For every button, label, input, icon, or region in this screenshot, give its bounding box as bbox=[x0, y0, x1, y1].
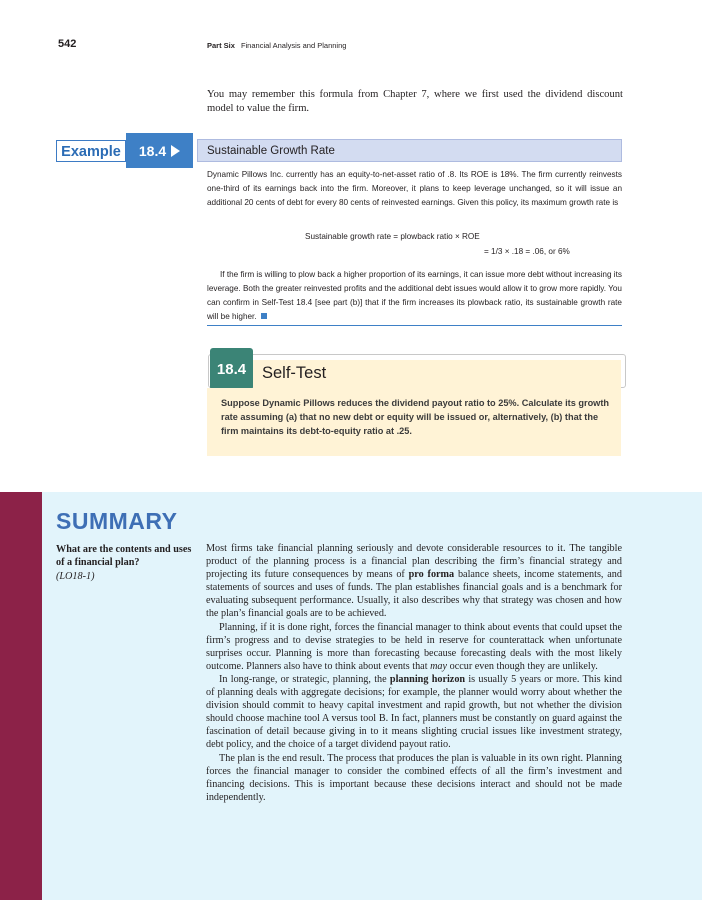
example-paragraph-1: Dynamic Pillows Inc. currently has an equity-to-net-asset ratio of .8. Its ROE is 18%. The firm currently reinvests one-third of its earnings back into the firm. Moreover, it plans to keep leverage unchanged, so it will issue an additional 20 cents of debt for every 80 cents of reinvested earnings. Given this policy, its maximum growth rate is bbox=[207, 170, 622, 207]
running-header bbox=[207, 41, 346, 50]
emphasis-may: may bbox=[430, 660, 448, 672]
example-number: 18.4 bbox=[138, 142, 167, 159]
summary-question: What are the contents and uses of a financial plan? bbox=[56, 544, 192, 568]
self-test-title: Self-Test bbox=[262, 364, 327, 382]
arrow-right-icon bbox=[171, 145, 180, 157]
text-run: Most firms take financial planning seriously and devote considerable resources to it. The tangible product of the planning process is a financial plan describing the firm’s financial strategy and projecting its future consequences by means of bbox=[206, 543, 622, 581]
text-run: In long-range, or strategic, planning, the bbox=[219, 673, 390, 685]
summary-heading: SUMMARY bbox=[56, 508, 178, 534]
summary-paragraph-2 bbox=[206, 621, 622, 673]
key-term-pro-forma: pro forma bbox=[408, 569, 455, 581]
part-label: Part Six bbox=[207, 41, 235, 50]
example-divider bbox=[207, 325, 622, 326]
summary-paragraph-1 bbox=[206, 542, 622, 621]
summary-text bbox=[206, 542, 622, 804]
equation-line-2: = 1/3 × .18 = .06, or 6% bbox=[484, 247, 570, 256]
page-number: 542 bbox=[58, 38, 77, 50]
summary-paragraph-4: The plan is the end result. The process that produces the plan is valuable in its own right. Planning forces the financial manager to consider the combined effects of all the firm’s investment and financing decisions. This is important because these decisions interact and should not be made independently. bbox=[206, 752, 622, 803]
equation-line-1: Sustainable growth rate = plowback ratio × ROE bbox=[305, 232, 480, 241]
key-term-planning-horizon: planning horizon bbox=[389, 673, 466, 685]
example-label: Example bbox=[56, 140, 126, 162]
intro-paragraph: You may remember this formula from Chapter 7, where we first used the dividend discount model to value the firm. bbox=[207, 89, 623, 114]
text-run: is usually 5 years or more. This kind of planning deals with aggregate decisions; for example, the planner would worry about whether the division should commit to heavy capital investment and rapid growth, but not whether the division should choose machine tool A versus tool B. In fact, planners must be constantly on guard against the fascination of detail because giving in to it means slighting crucial issues like investment strategy, debt policy, and the choice of a target dividend payout ratio. bbox=[206, 673, 622, 751]
summary-side-bar bbox=[0, 492, 42, 900]
text-run: balance sheets, income statements, and statements of sources and uses of funds. The plan establishes financial goals and is a benchmark for evaluating subsequent performance. Usually, it also describes why that strategy was chosen and how the plan’s financial goals are to be achieved. bbox=[206, 569, 622, 620]
learning-objective: (LO18-1) bbox=[56, 571, 95, 582]
part-title: Financial Analysis and Planning bbox=[240, 41, 347, 50]
self-test-body: Suppose Dynamic Pillows reduces the dividend payout ratio to 25%. Calculate its growth rate assuming (a) that no new debt or equity will be issued or, alternatively, (b) that the firm maintains its debt-to-equity ratio at .25. bbox=[221, 398, 609, 436]
text-run: Planning, if it is done right, forces the financial manager to think about events that could upset the firm’s progress and to devise strategies to be held in reserve for counterattack when unfortunate surprises occur. Planning is more than forecasting because forecasting deals with the most likely outcome. Planners also have to think about events that bbox=[206, 621, 622, 672]
text-run: occur even though they are unlikely. bbox=[447, 660, 598, 672]
example-number-badge bbox=[126, 133, 193, 168]
example-title: Sustainable Growth Rate bbox=[207, 145, 335, 157]
end-marker-icon bbox=[261, 313, 267, 319]
example-paragraph-2 bbox=[207, 268, 622, 324]
self-test-number: 18.4 bbox=[210, 348, 253, 390]
example-paragraph-2-text: If the firm is willing to plow back a higher proportion of its earnings, it can issue more debt without increasing its leverage. Both the greater reinvested profits and the additional debt issues would allow it to grow more rapidly. You can confirm in Self-Test 18.4 [see part (b)] that if the firm increases its plowback ratio, its sustainable growth rate will be higher. bbox=[207, 270, 622, 321]
summary-paragraph-3 bbox=[206, 673, 622, 752]
